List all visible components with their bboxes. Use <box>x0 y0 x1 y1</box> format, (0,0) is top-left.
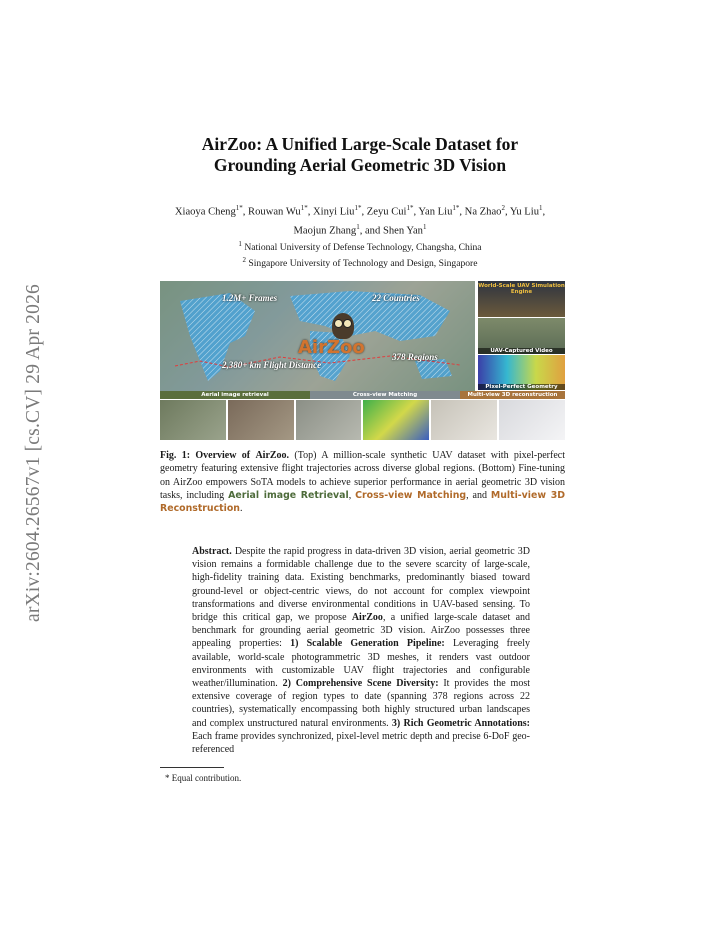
author: Shen Yan <box>382 225 423 237</box>
affiliation <box>160 238 560 254</box>
abstract <box>192 545 530 756</box>
simulation-engine-panel <box>478 281 565 317</box>
caption-separator: , and <box>466 489 487 501</box>
world-map-panel <box>160 281 475 398</box>
uav-video-panel <box>478 318 565 354</box>
author-mark: 1 <box>422 222 427 231</box>
author-mark: 1* <box>406 204 414 212</box>
countries-label: 22 Countries <box>372 293 420 303</box>
author-mark: 1 <box>356 222 360 231</box>
author-mark: 1* <box>452 204 460 212</box>
caption-text: (Top) A million-scale synthetic UAV dataset with pixel-perfect geometry featuring extensive flight trajectories across diverse global regions. (Bottom) Fine-tuning on AirZoo empowers SoTA models to achieve superior performance in aerial geometric 3D vision tasks, including <box>160 450 565 501</box>
video-caption: UAV-Captured Video <box>478 348 565 354</box>
regions-label: 378 Regions <box>392 352 438 362</box>
matching-example-2 <box>363 400 429 440</box>
retrieval-example-2 <box>228 400 294 440</box>
abstract-heading: Abstract. <box>192 546 232 557</box>
owl-mascot-icon <box>332 313 354 339</box>
caption-label: Fig. 1: <box>160 450 191 461</box>
caption-lead: Overview of <box>195 450 251 461</box>
footnote-rule <box>160 767 224 768</box>
footnote <box>165 772 241 784</box>
property-1-text: Leveraging freely available, world-scale photogrammetric 3D meshes, it renders vast outdoor environments with customizable UAV flight trajectories and configurable weather/illumination. <box>192 638 530 690</box>
reconstruction-example-1 <box>431 400 497 440</box>
footnote-text: Equal contribution. <box>171 773 242 783</box>
property-1-heading: 1) Scalable Generation Pipeline: <box>290 638 445 650</box>
title-line-2: Grounding Aerial Geometric 3D Vision <box>213 155 507 175</box>
task-retrieval-label: Aerial image retrieval <box>160 391 310 399</box>
side-panels <box>478 281 565 390</box>
caption-task-reconstruction: Multi-view 3D Reconstruction <box>160 489 565 515</box>
abstract-text: , a unified large-scale dataset and benchmark for grounding aerial geometric 3D vision. AirZoo possesses three appealing properties: <box>192 612 531 650</box>
paper-title <box>0 134 720 176</box>
author: Maojun Zhang <box>293 225 357 237</box>
author: Zeyu Cui <box>366 206 407 218</box>
task-reconstruction-label: Multi-view 3D reconstruction <box>460 391 565 399</box>
author-mark: 1* <box>235 204 243 212</box>
geometry-caption: Pixel-Perfect Geometry <box>478 384 565 390</box>
author: Na Zhao <box>464 206 502 218</box>
author: Yan Liu <box>418 206 453 218</box>
flight-distance-label: 2,380+ km Flight Distance <box>222 360 322 370</box>
footnote-mark: * <box>165 773 170 783</box>
author-list: Xiaoya Cheng$^{1*}$, Rouwan $Wu^{1*}$, Xinyi Liu$^{1*}$, Zeyu Cui$^{1*}$, Yan Liu$^{1*}$, Na Zhao$^2$, Yu Liu$^1$, Maojun Zhang$^1$, and Shen Yan$^1$ <box>174 204 546 237</box>
frames-label: 1.2M+ Frames <box>222 293 278 303</box>
engine-caption: World-Scale UAV Simulation Engine <box>478 283 565 295</box>
author: Xiaoya Cheng <box>174 206 236 218</box>
reconstruction-example-2 <box>499 400 565 440</box>
author-mark: 1* <box>300 204 308 212</box>
author-mark: 2 <box>501 204 505 212</box>
figure-1 <box>160 281 565 440</box>
caption-task-matching: Cross-view Matching <box>355 489 467 501</box>
task-bar <box>160 391 565 399</box>
caption-end: . <box>239 503 243 515</box>
affiliation-text: National University of Defense Technology, Changsha, China <box>244 242 482 254</box>
abstract-dataset-name: AirZoo <box>351 612 383 624</box>
task-matching-label: Cross-view Matching <box>310 391 460 399</box>
property-2-text: It provides the most extensive coverage of region types to date (spanning 378 regions across 22 countries), systematically encompassing both highly structured urban landscapes and complex unstructured natural environments. <box>192 678 530 729</box>
caption-task-retrieval: Aerial image Retrieval <box>228 489 349 501</box>
arxiv-sidebar <box>14 258 54 648</box>
task-examples <box>160 400 565 440</box>
affiliation <box>160 254 560 270</box>
author: Yu Liu <box>509 206 539 218</box>
caption-name: AirZoo. <box>255 450 290 461</box>
affiliation-number: 2 <box>242 256 246 265</box>
author: Rouwan Wu <box>248 206 301 218</box>
retrieval-example-1 <box>160 400 226 440</box>
affiliation-number: 1 <box>238 240 242 248</box>
affiliations <box>160 238 560 270</box>
author: Xinyi Liu <box>312 206 355 218</box>
author-mark: 1* <box>354 204 362 212</box>
geometry-panel <box>478 355 565 390</box>
matching-example-1 <box>296 400 362 440</box>
airzoo-logo: AirZoo <box>298 337 365 358</box>
caption-separator: , <box>348 489 352 501</box>
title-line-1: AirZoo: A Unified Large-Scale Dataset for <box>201 134 519 154</box>
arxiv-identifier: arXiv:2604.26567v1 [cs.CV] 29 Apr 2026 <box>23 284 44 622</box>
figure-caption <box>160 449 565 515</box>
abstract-text: Despite the rapid progress in data-driven 3D vision, aerial geometric 3D vision remains a formidable challenge due to the severe scarcity of large-scale, high-fidelity training data. Existing benchmarks, predominantly biased toward ground-level or object-centric views, do not account for complex viewpoint transformations and diverse environmental conditions in UAV-based sensing. To bridge this critical gap, we propose <box>192 546 530 624</box>
author-conjunction: and <box>364 225 381 237</box>
author-mark: 1 <box>539 204 543 212</box>
affiliation-text: Singapore University of Technology and Design, Singapore <box>248 258 478 270</box>
property-2-heading: 2) Comprehensive Scene Diversity: <box>282 678 439 690</box>
property-3-text: Each frame provides synchronized, pixel-level metric depth and precise 6-DoF geo-referenced <box>192 730 530 756</box>
property-3-heading: 3) Rich Geometric Annotations: <box>391 717 530 729</box>
